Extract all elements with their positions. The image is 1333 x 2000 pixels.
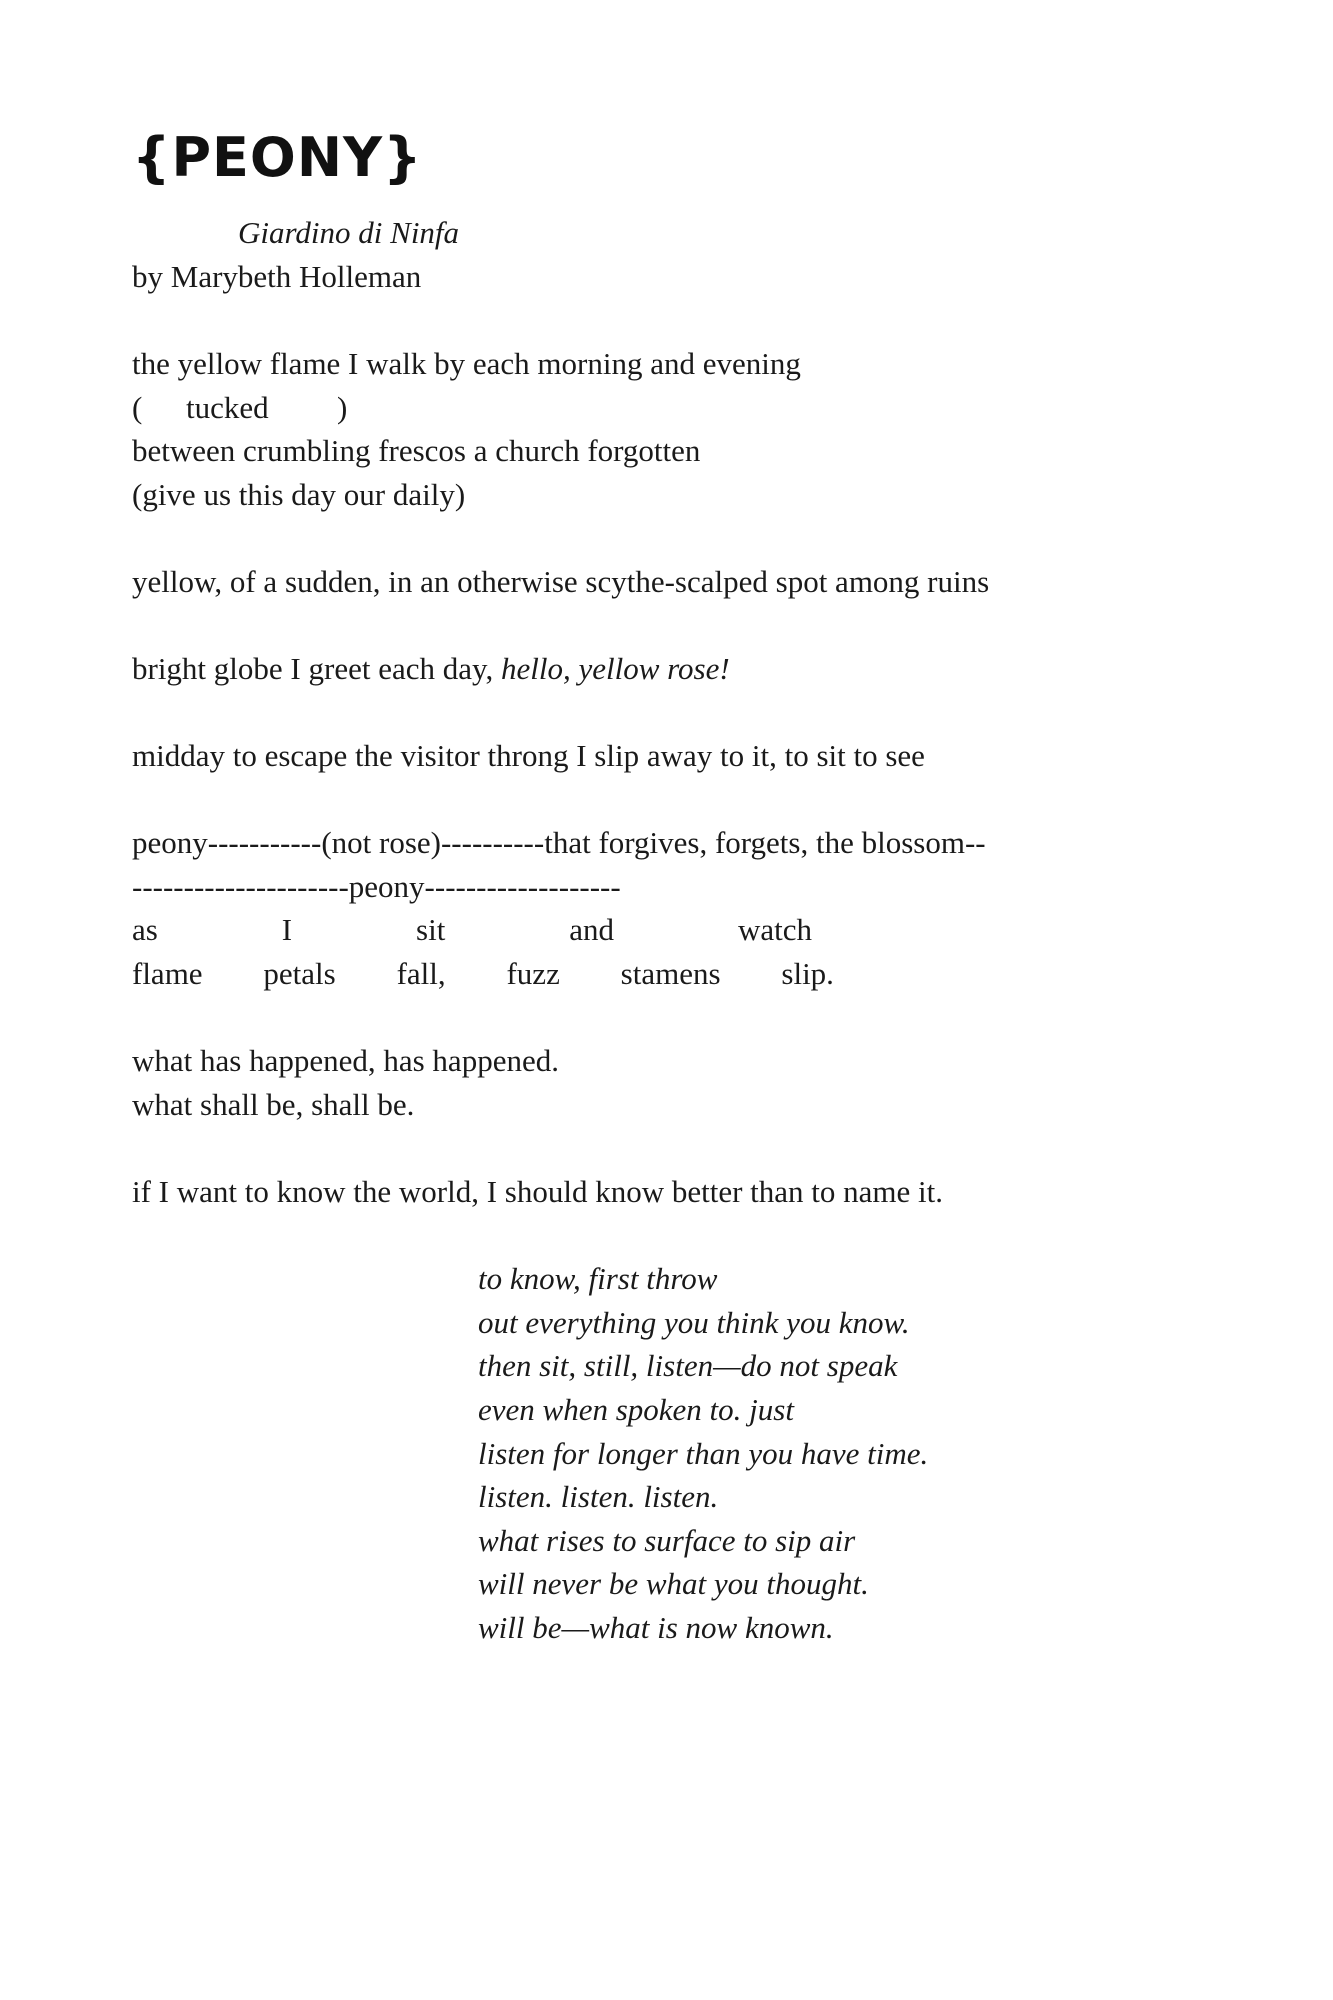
stanza5-line1: peony-----------(not rose)----------that forgives, forgets, the blossom-- xyxy=(132,825,986,860)
stanza1-line1: the yellow flame I walk by each morning and evening xyxy=(132,346,801,381)
spread-word: I xyxy=(281,912,293,947)
coda-line: to know, first throw xyxy=(478,1261,718,1296)
coda-line: then sit, still, listen—do not speak xyxy=(478,1348,898,1383)
coda-line: out everything you think you know. xyxy=(478,1305,910,1340)
stanza5-line2: ---------------------peony------------------- xyxy=(132,869,621,904)
coda-line: will never be what you thought. xyxy=(478,1566,869,1601)
spread-word: watch xyxy=(737,912,812,947)
stanza3-italic: hello, yellow rose! xyxy=(500,651,730,686)
poem-title: {PEONY} xyxy=(132,126,423,189)
stanza1-line4: (give us this day our daily) xyxy=(132,477,466,512)
stanza6-line1: what has happened, has happened. xyxy=(132,1043,559,1078)
coda-line: listen. listen. listen. xyxy=(478,1479,719,1514)
stanza2-line: yellow, of a sudden, in an otherwise scythe-scalped spot among ruins xyxy=(132,564,990,599)
coda-line: even when spoken to. just xyxy=(478,1392,794,1427)
spread-word: and xyxy=(569,912,615,947)
paren-close: ) xyxy=(337,390,348,425)
spread-word: sit xyxy=(416,912,446,947)
spread-word: fuzz xyxy=(506,956,560,991)
poem-byline: by Marybeth Holleman xyxy=(132,259,422,294)
spread-word: flame xyxy=(132,956,203,991)
stanza5-line4 xyxy=(132,954,834,994)
coda-line: what rises to surface to sip air xyxy=(478,1523,856,1558)
stanza7-line: if I want to know the world, I should know better than to name it. xyxy=(132,1174,944,1209)
paren-open: ( xyxy=(132,390,143,425)
spread-word: slip. xyxy=(781,956,834,991)
spread-word: petals xyxy=(263,956,336,991)
stanza3-plain: bright globe I greet each day, xyxy=(132,651,501,686)
coda-line: listen for longer than you have time. xyxy=(478,1436,929,1471)
stanza1-line3: between crumbling frescos a church forgotten xyxy=(132,433,701,468)
spread-word: stamens xyxy=(620,956,721,991)
coda-line: will be—what is now known. xyxy=(478,1610,834,1645)
spread-word: fall, xyxy=(396,956,446,991)
stanza3-line xyxy=(132,649,730,689)
poem-subtitle: Giardino di Ninfa xyxy=(238,215,460,250)
stanza4-line: midday to escape the visitor throng I slip away to it, to sit to see xyxy=(132,738,925,773)
tucked-word: tucked xyxy=(186,390,269,425)
stanza5-line3 xyxy=(132,910,812,950)
stanza6-line2: what shall be, shall be. xyxy=(132,1087,415,1122)
spread-word: as xyxy=(132,912,158,947)
